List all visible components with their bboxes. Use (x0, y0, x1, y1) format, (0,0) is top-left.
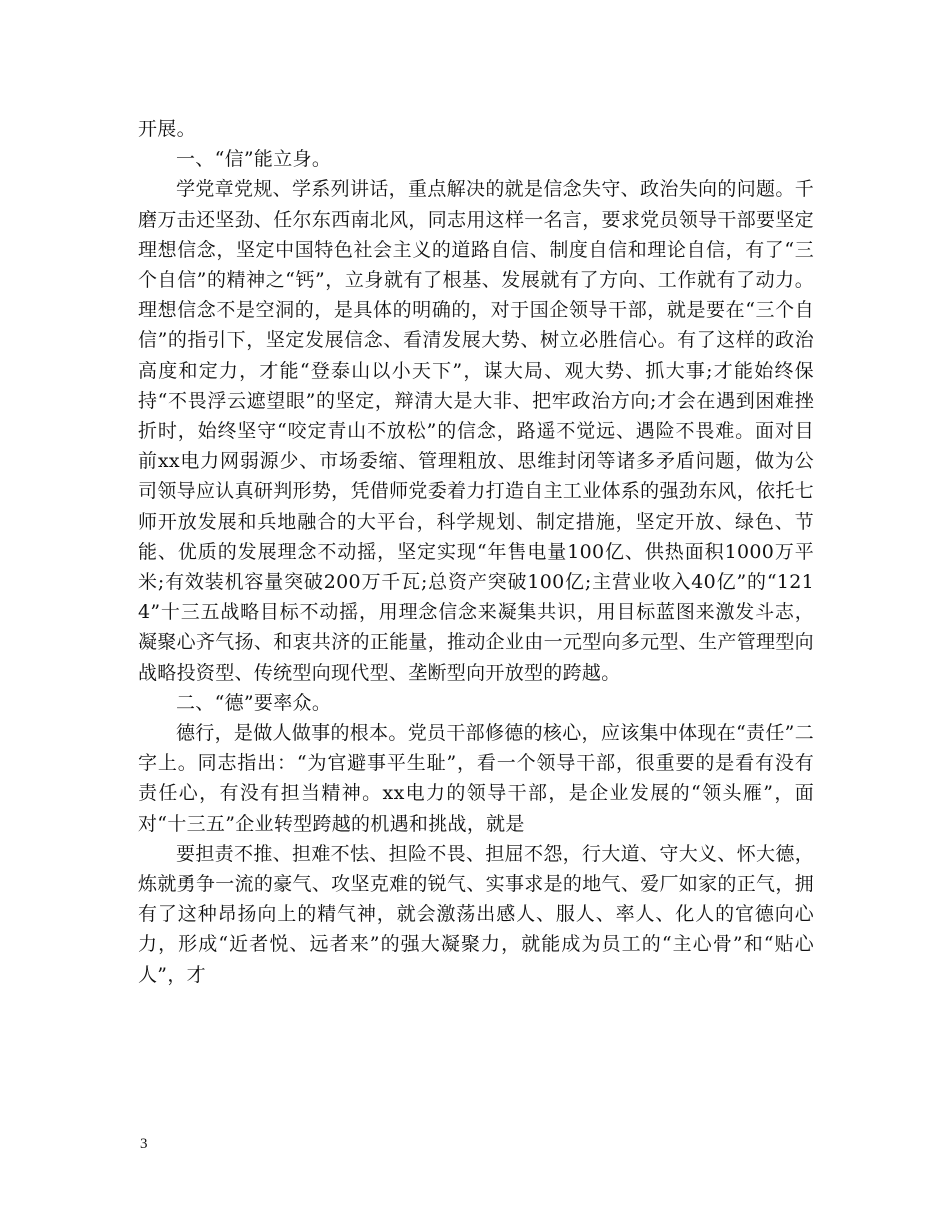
page-number: 3 (140, 1136, 148, 1152)
paragraph-responsibility: 要担责不推、担难不怯、担险不畏、担屈不怨，行大道、守大义、怀大德，炼就勇争一流的豪气、攻坚克难的锐气、实事求是的地气、爱厂如家的正气，拥有了这种昂扬向上的精气神，就会激荡出感人、服人、率人、化人的官德向心力，形成“近者悦、远者来”的强大凝聚力，就能成为员工的“主心骨”和“贴心人”，才 (138, 842, 814, 986)
paragraph-faith: 学党章党规、学系列讲话，重点解决的就是信念失守、政治失向的问题。千磨万击还坚劲、任尔东西南北风，同志用这样一名言，要求党员领导干部要坚定理想信念，坚定中国特色社会主义的道路自信、制度自信和理论自信，有了“三个自信”的精神之“钙”，立身就有了根基、发展就有了方向、工作就有了动力。理想信念不是空洞的，是具体的明确的，对于国企领导干部，就是要在“三个自信”的指引下，坚定发展信念、看清发展大势、树立必胜信心。有了这样的政治高度和定力，才能“登泰山以小天下”，谋大局、观大势、抓大事;才能始终保持“不畏浮云遮望眼”的坚定，辩清大是大非、把牢政治方向;才会在遇到困难挫折时，始终坚守“咬定青山不放松”的信念，路遥不觉远、遇险不畏难。面对目前xx电力网弱源少、市场委缩、管理粗放、思维封闭等诸多矛盾问题，做为公司领导应认真研判形势，凭借师党委着力打造自主工业体系的强劲东风，依托七师开放发展和兵地融合的大平台，科学规划、制定措施，坚定开放、绿色、节能、优质的发展理念不动摇，坚定实现“年售电量100亿、供热面积1000万平米;有效装机容量突破200万千瓦;总资产突破100亿;主营业收入40亿”的“1214”十三五战略目标不动摇，用理念信念来凝集共识，用目标蓝图来激发斗志，凝聚心齐气扬、和衷共济的正能量，推动企业由一元型向多元型、生产管理型向战略投资型、传统型向现代型、垄断型向开放型的跨越。 (138, 178, 814, 684)
section-heading-virtue: 二、“德”要率众。 (176, 691, 332, 714)
section-heading-faith: 一、“信”能立身。 (176, 148, 332, 171)
paragraph-continuation: 开展。 (138, 118, 196, 140)
document-body (138, 114, 814, 990)
paragraph-virtue: 德行，是做人做事的根本。党员干部修德的核心，应该集中体现在“责任”二字上。同志指出：“为官避事平生耻”，看一个领导干部，很重要的是看有没有责任心，有没有担当精神。xx电力的领导干部，是企业发展的“领头雁”，面对“十三五”企业转型跨越的机遇和挑战，就是 (138, 722, 814, 835)
